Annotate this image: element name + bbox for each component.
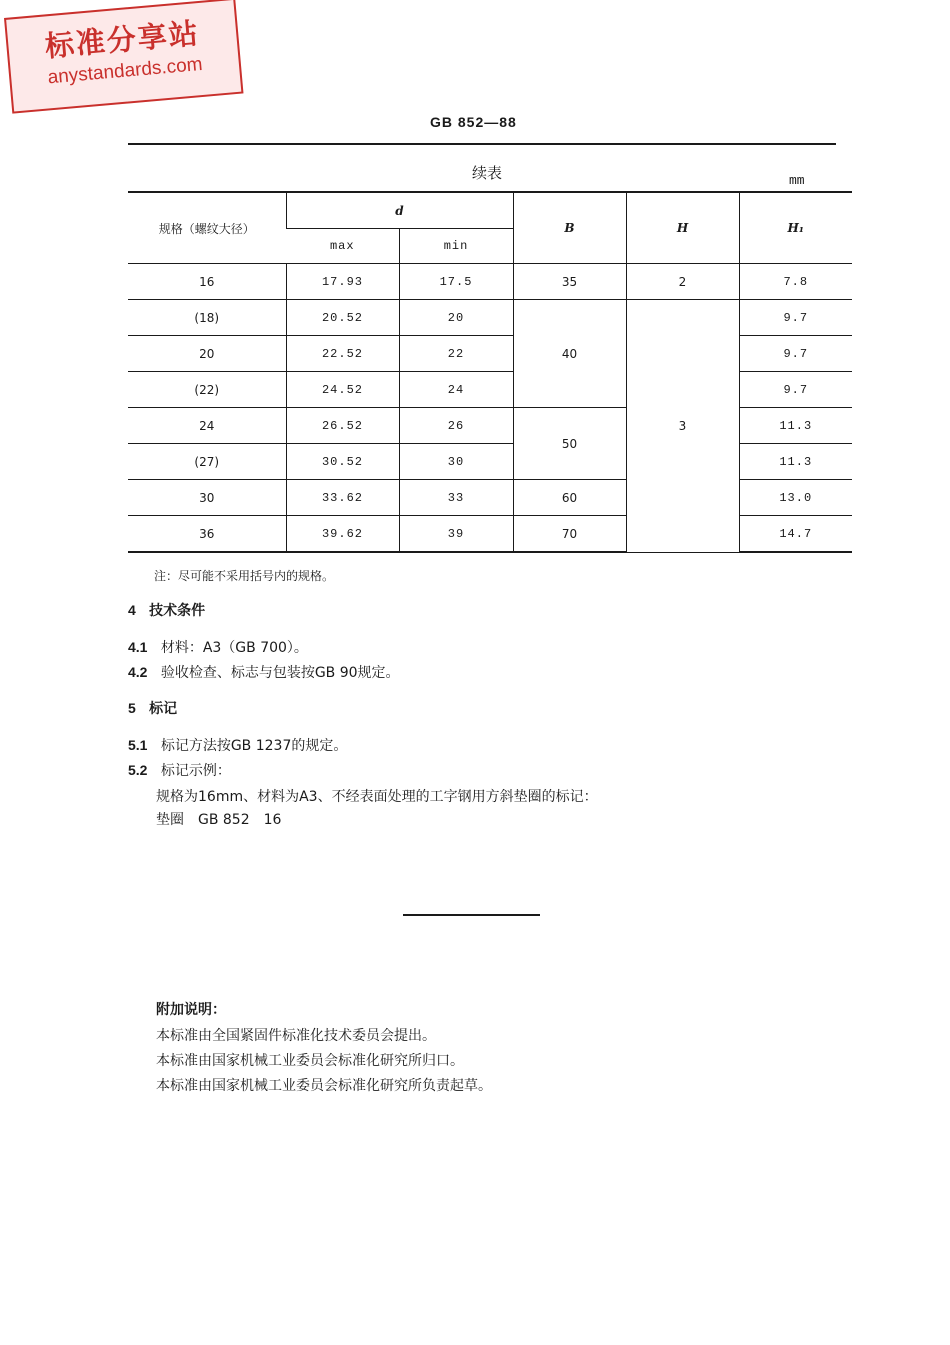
cell-B: 70 — [513, 516, 626, 553]
cell-dmax: 39.62 — [286, 516, 399, 553]
header-d-max: max — [286, 229, 399, 264]
cell-B: 35 — [513, 264, 626, 300]
cell-H1: 9.7 — [739, 336, 852, 372]
table-unit: mm — [789, 173, 805, 188]
cell-spec: 20 — [128, 336, 286, 372]
item-5-1 — [128, 735, 347, 755]
cell-B: 40 — [513, 300, 626, 408]
section-4-heading — [128, 600, 205, 620]
item-5-2-number: 5.2 — [128, 762, 148, 778]
table-row — [128, 264, 852, 300]
cell-spec: 24 — [128, 408, 286, 444]
spec-table — [128, 191, 852, 553]
table-row — [128, 300, 852, 336]
cell-dmin: 20 — [399, 300, 513, 336]
cell-dmin: 30 — [399, 444, 513, 480]
header-H1: H₁ — [739, 192, 852, 264]
item-4-2-number: 4.2 — [128, 664, 148, 680]
table-note: 注：尽可能不采用括号内的规格。 — [154, 569, 335, 583]
additional-line: 本标准由全国紧固件标准化技术委员会提出。 — [156, 1028, 436, 1044]
item-4-2-text: 验收检查、标志与包装按GB 90规定。 — [160, 665, 400, 681]
table-caption: 续表 — [472, 164, 503, 182]
cell-dmin: 24 — [399, 372, 513, 408]
standard-code: GB 852—88 — [430, 114, 517, 130]
item-4-2 — [128, 662, 400, 682]
item-5-2-text: 标记示例： — [160, 763, 231, 779]
table-row — [128, 480, 852, 516]
watermark-en: anystandards.com — [46, 53, 204, 89]
cell-B: 50 — [513, 408, 626, 480]
section-4-title: 技术条件 — [149, 602, 206, 618]
cell-H1: 9.7 — [739, 372, 852, 408]
additional-line: 本标准由国家机械工业委员会标准化研究所负责起草。 — [156, 1078, 492, 1094]
cell-dmin: 33 — [399, 480, 513, 516]
table-row — [128, 516, 852, 553]
header-d-min: min — [399, 229, 513, 264]
section-5-number: 5 — [128, 700, 136, 716]
item-5-1-number: 5.1 — [128, 737, 148, 753]
example-description: 规格为16mm、材料为A3、不经表面处理的工字钢用方斜垫圈的标记： — [156, 789, 598, 805]
cell-dmin: 17.5 — [399, 264, 513, 300]
cell-spec: (22) — [128, 372, 286, 408]
item-5-2 — [128, 760, 231, 780]
cell-dmax: 30.52 — [286, 444, 399, 480]
section-4-number: 4 — [128, 602, 136, 618]
cell-H1: 9.7 — [739, 300, 852, 336]
cell-dmax: 26.52 — [286, 408, 399, 444]
table-row — [128, 372, 852, 408]
cell-B: 60 — [513, 480, 626, 516]
cell-spec: 16 — [128, 264, 286, 300]
cell-dmax: 33.62 — [286, 480, 399, 516]
cell-spec: (27) — [128, 444, 286, 480]
section-5-title: 标记 — [149, 700, 178, 716]
additional-line: 本标准由国家机械工业委员会标准化研究所归口。 — [156, 1053, 464, 1069]
section-5-heading — [128, 698, 177, 718]
cell-spec: 30 — [128, 480, 286, 516]
end-separator — [403, 914, 540, 916]
cell-H1: 13.0 — [739, 480, 852, 516]
table-row — [128, 336, 852, 372]
header-rule — [128, 143, 836, 145]
watermark-stamp — [4, 0, 243, 114]
header-d: d — [286, 192, 513, 229]
cell-spec: (18) — [128, 300, 286, 336]
additional-title: 附加说明： — [156, 1002, 226, 1018]
cell-dmin: 22 — [399, 336, 513, 372]
item-4-1-number: 4.1 — [128, 639, 148, 655]
header-B: B — [513, 192, 626, 264]
item-4-1-text: 材料：A3（GB 700）。 — [160, 640, 308, 656]
cell-dmax: 17.93 — [286, 264, 399, 300]
item-4-1 — [128, 637, 308, 657]
watermark-cn: 标准分享站 — [43, 16, 202, 64]
item-5-1-text: 标记方法按GB 1237的规定。 — [160, 738, 348, 754]
cell-H1: 14.7 — [739, 516, 852, 553]
example-marking: 垫圈 GB 852 16 — [156, 812, 282, 828]
header-H: H — [626, 192, 739, 264]
header-spec: 规格（螺纹大径） — [128, 192, 286, 264]
cell-H: 2 — [626, 264, 739, 300]
cell-H1: 11.3 — [739, 444, 852, 480]
table-row — [128, 444, 852, 480]
cell-H1: 7.8 — [739, 264, 852, 300]
cell-H: 3 — [626, 300, 739, 553]
cell-dmin: 39 — [399, 516, 513, 553]
table-row — [128, 408, 852, 444]
cell-dmax: 20.52 — [286, 300, 399, 336]
cell-spec: 36 — [128, 516, 286, 553]
cell-dmax: 24.52 — [286, 372, 399, 408]
cell-dmax: 22.52 — [286, 336, 399, 372]
cell-dmin: 26 — [399, 408, 513, 444]
cell-H1: 11.3 — [739, 408, 852, 444]
